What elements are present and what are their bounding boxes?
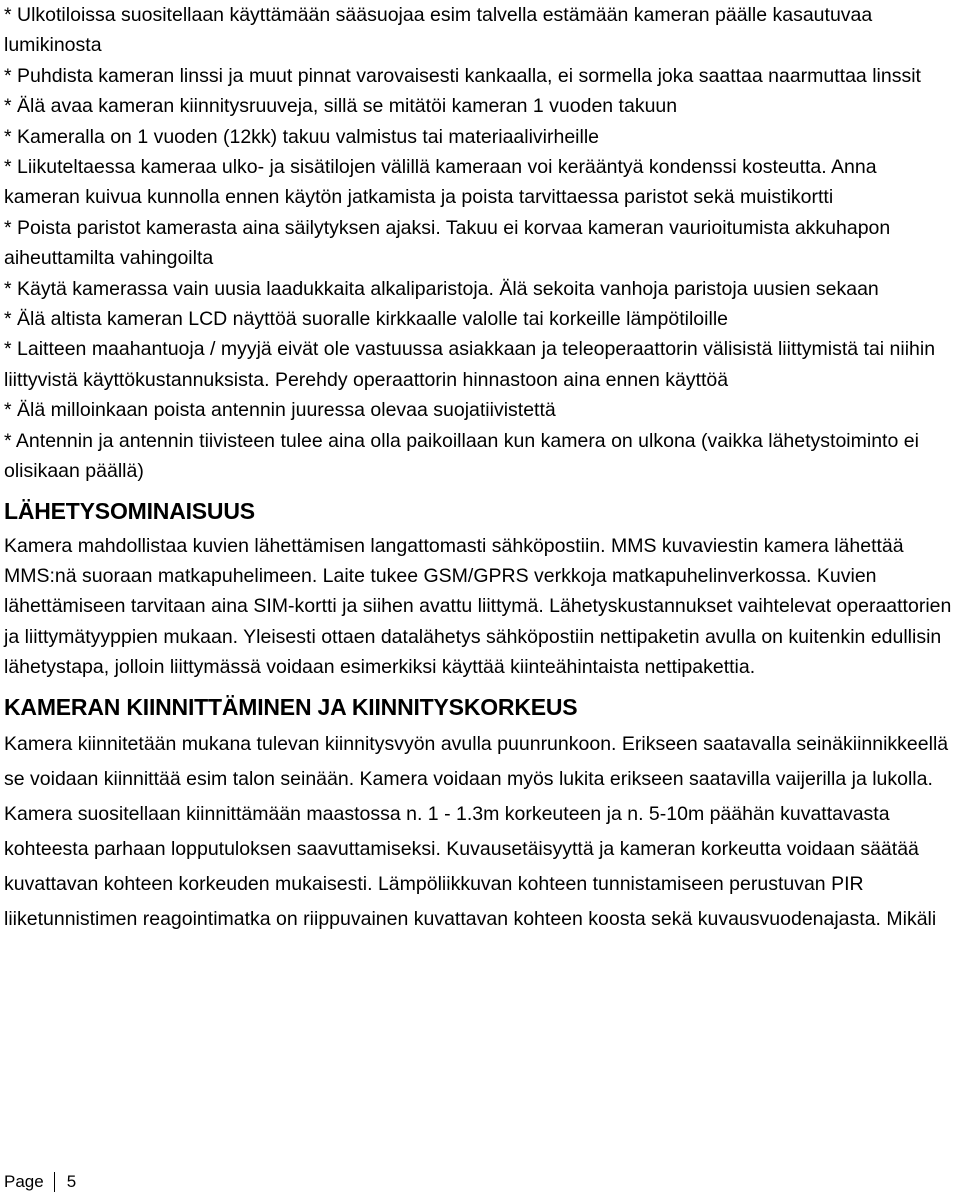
page-footer [4, 1170, 76, 1194]
section-heading-mounting: KAMERAN KIINNITTÄMINEN JA KIINNITYSKORKEUS [4, 693, 578, 720]
list-item: * Älä avaa kameran kiinnitysruuveja, sillä se mitätöi kameran 1 vuoden takuun [4, 95, 678, 118]
list-item: * Antennin ja antennin tiivisteen tulee aina olla paikoillaan kun kamera on ulkona (vaikka lähetystoiminto ei olisikaan päällä) [4, 429, 919, 483]
section-text-transmission: Kamera mahdollistaa kuvien lähettämisen langattomasti sähköpostiin. MMS kuvaviestin kamera lähettää MMS:nä suoraan matkapuhelimeen. Laite tukee GSM/GPRS verkkoja matkapuhelinverkossa. Kuvien lähettämiseen tarvitaan aina SIM-kortti ja siihen avattu liittymä. Lähetyskustannukset vaihtelevat operaattorien ja liittymätyyppien mukaan. Yleisesti ottaen datalähetys sähköpostiin nettipaketin avulla on kuitenkin edullisin lähetystapa, jolloin liittymässä voidaan esimerkiksi käyttää kiinteähintaista nettipakettia. [4, 534, 952, 679]
list-item: * Liikuteltaessa kameraa ulko- ja sisätilojen välillä kameraan voi kerääntyä kondenssi kosteutta. Anna kameran kuivua kunnolla ennen käytön jatkamista ja poista tarvittaessa paristot sekä muistikortti [4, 156, 877, 209]
list-item: * Ulkotiloissa suositellaan käyttämään sääsuojaa esim talvella estämään kameran päälle kasautuvaa lumikinosta [4, 4, 873, 57]
page-label: Page [4, 1172, 44, 1191]
list-item: * Laitteen maahantuoja / myyjä eivät ole vastuussa asiakkaan ja teleoperaattorin välisistä liittymistä tai niihin liittyvistä käyttökustannuksista. Perehdy operaattorin hinnastoon aina ennen käyttöä [4, 338, 936, 391]
footer-divider [54, 1172, 55, 1192]
care-instructions-list [4, 0, 954, 487]
list-item: * Poista paristot kamerasta aina säilytyksen ajaksi. Takuu ei korvaa kameran vaurioitumista akkuhapon aiheuttamilta vahingoilta [4, 216, 891, 270]
list-item: * Kameralla on 1 vuoden (12kk) takuu valmistus tai materiaalivirheille [4, 125, 600, 148]
page-number: 5 [66, 1172, 77, 1191]
list-item: * Älä altista kameran LCD näyttöä suoralle kirkkaalle valolle tai korkeille lämpötiloille [4, 308, 728, 331]
document-body [4, 0, 954, 937]
list-item: * Puhdista kameran linssi ja muut pinnat varovaisesti kankaalla, ei sormella joka saattaa naarmuttaa linssit [4, 64, 921, 87]
list-item: * Älä milloinkaan poista antennin juuressa olevaa suojatiivistettä [4, 399, 556, 422]
section-text-mounting: Kamera kiinnitetään mukana tulevan kiinnitysvyön avulla puunrunkoon. Erikseen saatavalla seinäkiinnikkeellä se voidaan kiinnittää esim talon seinään. Kamera voidaan myös lukita erikseen saatavilla vaijerilla ja lukolla. Kamera suositellaan kiinnittämään maastossa n. 1 - 1.3m korkeuteen ja n. 5-10m päähän kuvattavasta kohteesta parhaan lopputuloksen saavuttamiseksi. Kuvausetäisyyttä ja kameran korkeutta voidaan säätää kuvattavan kohteen korkeuden mukaisesti. Lämpöliikkuvan kohteen tunnistamiseen perustuvan PIR liiketunnistimen reagointimatka on riippuvainen kuvattavan kohteen koosta sekä kuvausvuodenajasta. Mikäli [4, 732, 949, 930]
section-heading-transmission: LÄHETYSOMINAISUUS [4, 497, 255, 524]
list-item: * Käytä kamerassa vain uusia laadukkaita alkaliparistoja. Älä sekoita vanhoja paristoja uusien sekaan [4, 277, 879, 300]
